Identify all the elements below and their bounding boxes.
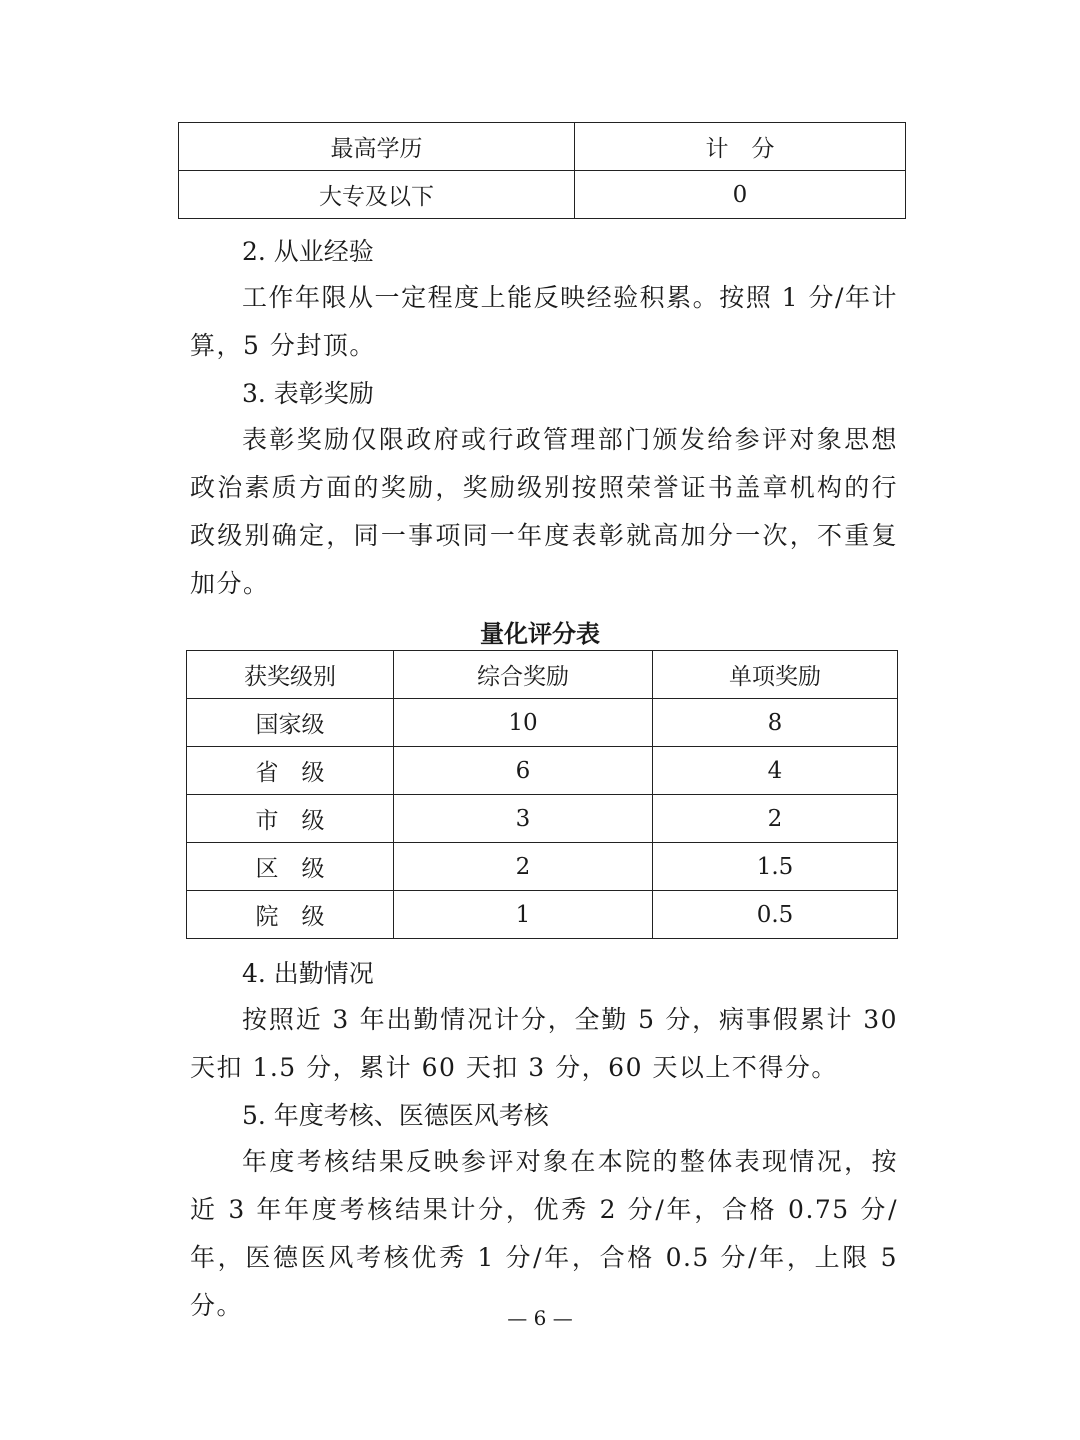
section-text-experience: 工作年限从一定程度上能反映经验积累。按照 1 分/年计算，5 分封顶。 [190,283,898,360]
header-single-award: 单项奖励 [653,651,898,699]
cell-single: 2 [653,795,898,843]
header-score: 计 分 [575,123,906,171]
cell-level: 市 级 [187,795,394,843]
cell-comprehensive: 1 [394,891,653,939]
award-score-table [186,650,898,939]
cell-level: 国家级 [187,699,394,747]
table-header-row [179,123,906,171]
cell-score: 0 [575,171,906,219]
section-heading-assessment: 5. 年度考核、医德医风考核 [242,1101,549,1130]
education-score-table [178,122,906,219]
cell-comprehensive: 2 [394,843,653,891]
section-text-awards: 表彰奖励仅限政府或行政管理部门颁发给参评对象思想政治素质方面的奖励，奖励级别按照荣誉证书盖章机构的行政级别确定，同一事项同一年度表彰就高加分一次，不重复加分。 [190,425,898,598]
section-heading-awards: 3. 表彰奖励 [242,379,374,408]
cell-level: 区 级 [187,843,394,891]
cell-comprehensive: 10 [394,699,653,747]
table-row [179,171,906,219]
section-heading-experience: 2. 从业经验 [242,237,374,266]
table-row [187,747,898,795]
award-table-title: 量化评分表 [480,620,600,648]
cell-single: 1.5 [653,843,898,891]
header-comprehensive-award: 综合奖励 [394,651,653,699]
table-row [187,843,898,891]
cell-level: 省 级 [187,747,394,795]
table-header-row [187,651,898,699]
table-row [187,891,898,939]
cell-comprehensive: 6 [394,747,653,795]
cell-single: 8 [653,699,898,747]
cell-level: 院 级 [187,891,394,939]
table-row [187,699,898,747]
page-number: — 6 — [507,1306,573,1330]
section-text-attendance: 按照近 3 年出勤情况计分，全勤 5 分，病事假累计 30 天扣 1.5 分，累计 60 天扣 3 分，60 天以上不得分。 [190,1005,898,1082]
table-row [187,795,898,843]
cell-single: 0.5 [653,891,898,939]
cell-comprehensive: 3 [394,795,653,843]
header-education: 最高学历 [179,123,575,171]
header-award-level: 获奖级别 [187,651,394,699]
section-heading-attendance: 4. 出勤情况 [242,959,374,988]
section-text-assessment: 年度考核结果反映参评对象在本院的整体表现情况，按近 3 年年度考核结果计分，优秀 2 分/年，合格 0.75 分/年，医德医风考核优秀 1 分/年，合格 0.5 分/年，上限 5 分。 [190,1147,898,1320]
cell-education: 大专及以下 [179,171,575,219]
cell-single: 4 [653,747,898,795]
